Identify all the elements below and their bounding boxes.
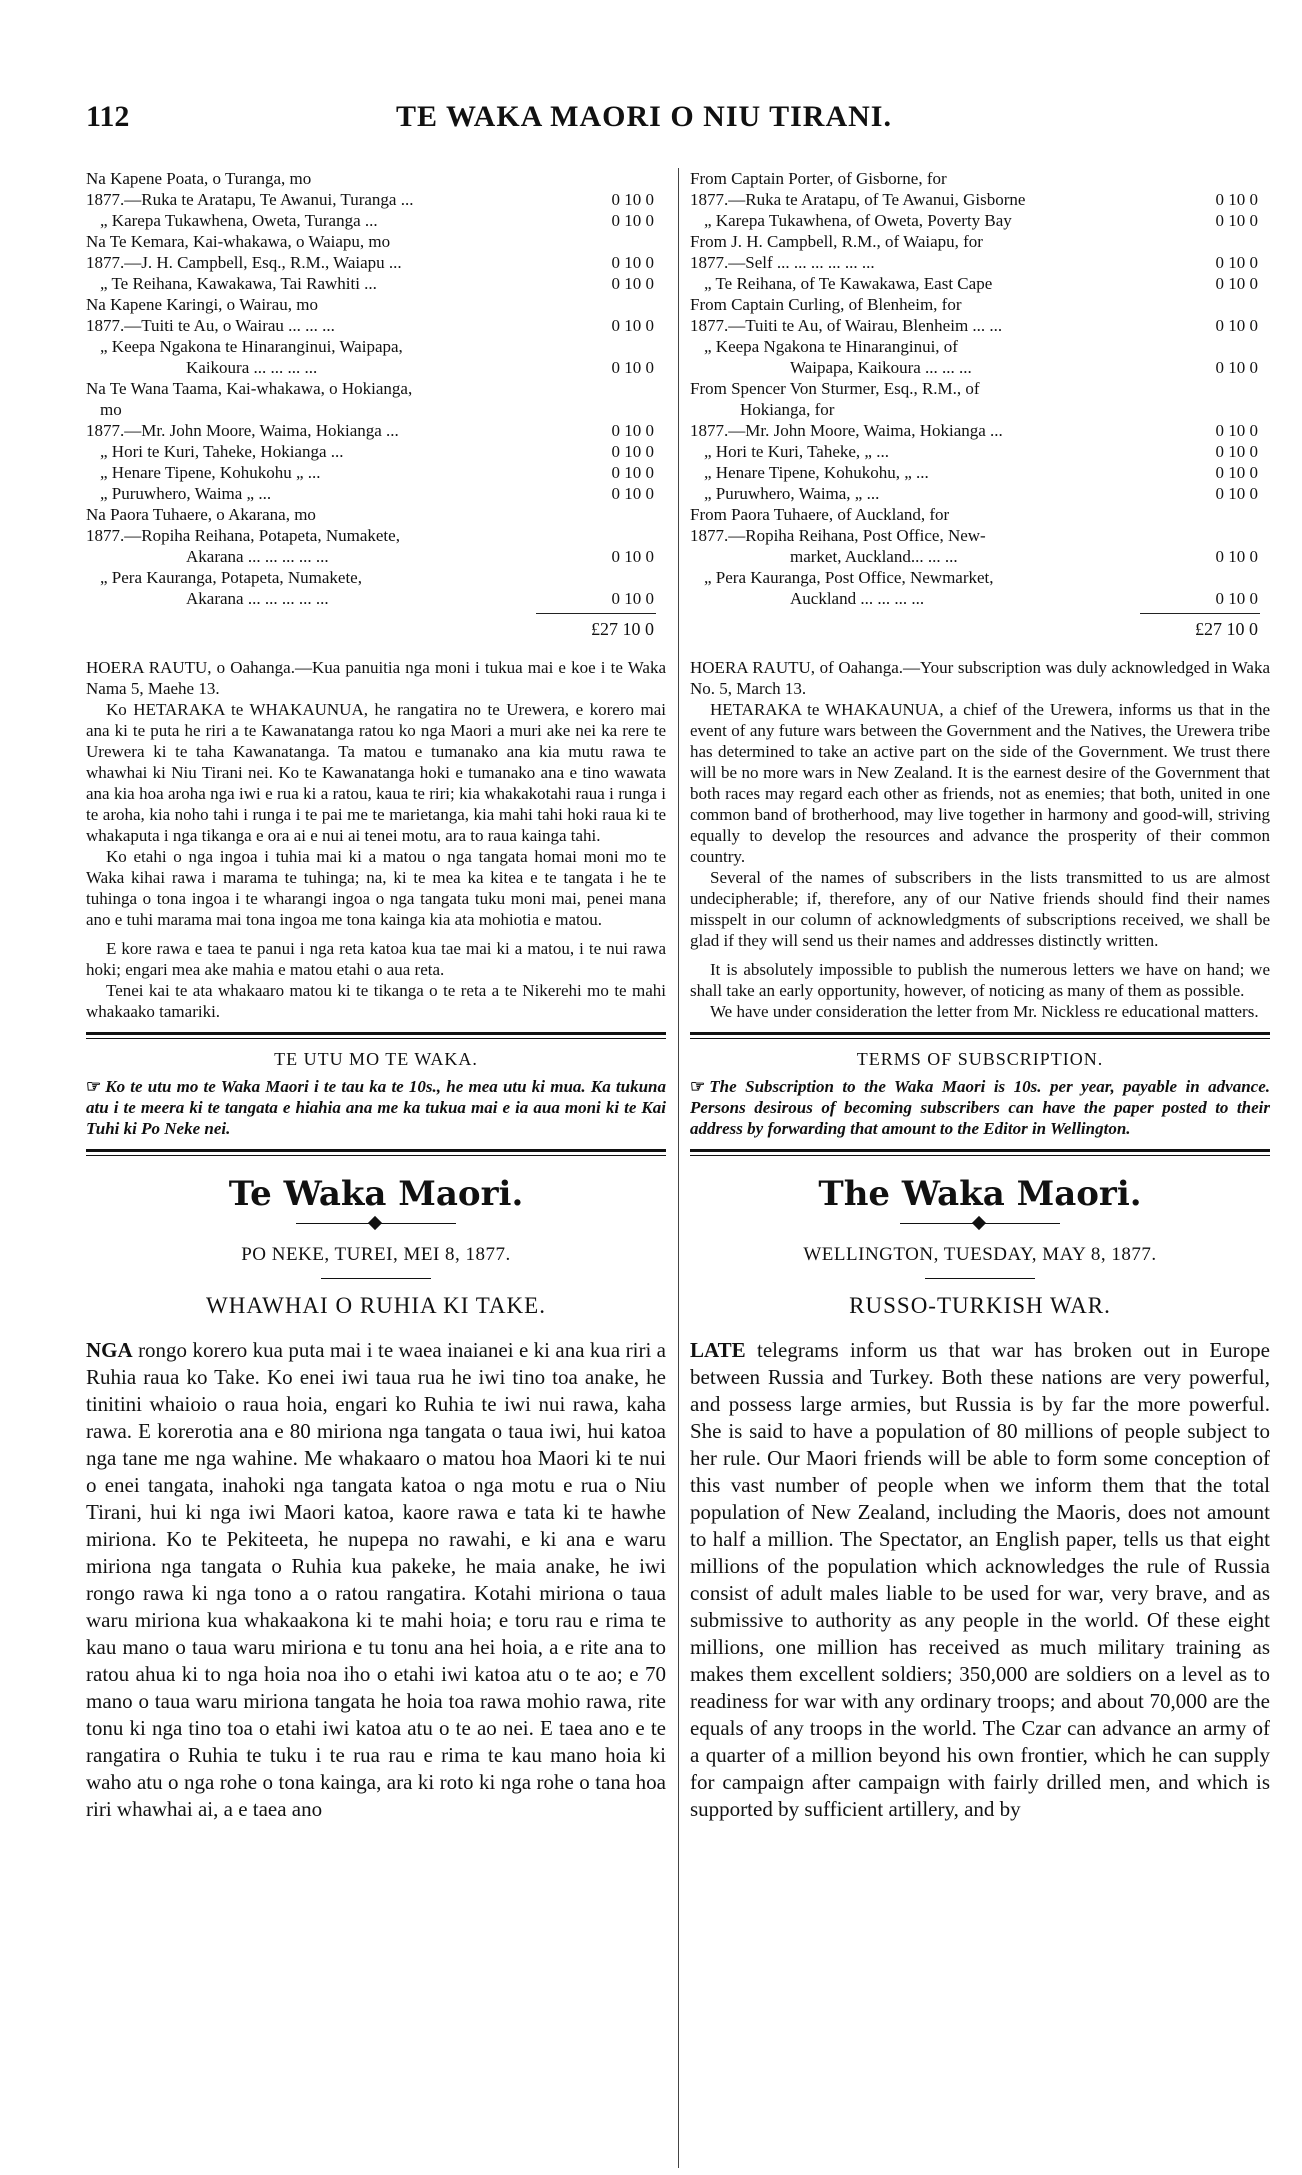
subscription-line-text: „ Henare Tipene, Kohukohu „ ... xyxy=(100,463,321,482)
ornament-rule xyxy=(86,1214,666,1234)
subscription-line xyxy=(86,357,666,378)
subscription-line xyxy=(690,588,1270,609)
subscription-amount: 0 10 0 xyxy=(1215,211,1258,230)
subscription-line-text: Na Kapene Poata, o Turanga, mo xyxy=(86,169,312,188)
subscription-amount: 0 10 0 xyxy=(611,316,654,335)
pointing-hand-icon: ☞ xyxy=(86,1077,102,1096)
subscription-line xyxy=(690,420,1270,441)
subscription-line xyxy=(690,399,1270,420)
subscription-amount: 0 10 0 xyxy=(611,589,654,608)
subscription-line-text: „ Karepa Tukawhena, Oweta, Turanga ... xyxy=(100,211,378,230)
page-number: 112 xyxy=(86,100,130,133)
subscription-line xyxy=(86,294,666,315)
subscription-amount: 0 10 0 xyxy=(611,442,654,461)
subscription-line-text: „ Keepa Ngakona te Hinaranginui, of xyxy=(704,337,958,356)
subscription-list-english xyxy=(690,168,1270,609)
notice-paragraph: We have under consideration the letter from Mr. Nickless re educational matters. xyxy=(710,1002,1259,1021)
subscription-amount: 0 10 0 xyxy=(1215,190,1258,209)
notice-paragraph: E kore rawa e taea te panui i nga reta katoa kua tae mai ki a matou, i te nui rawa hoki; engari mea ake mahia e matou etahi o aua reta. xyxy=(86,939,666,979)
subscription-line-text: 1877.—Ruka te Aratapu, of Te Awanui, Gisborne xyxy=(690,190,1026,209)
subscription-amount: 0 10 0 xyxy=(1215,358,1258,377)
subscription-line-text: From Spencer Von Sturmer, Esq., R.M., of xyxy=(690,379,980,398)
subscription-line-text: Waipapa, Kaikoura ... ... ... xyxy=(790,358,972,377)
subscription-line-text: Na Paora Tuhaere, o Akarana, mo xyxy=(86,505,316,524)
subscription-line xyxy=(86,168,666,189)
subscription-line xyxy=(86,420,666,441)
notice-paragraph: It is absolutely impossible to publish the numerous letters we have on hand; we shall take an early opportunity, however, of noticing as many of them as possible. xyxy=(690,960,1270,1000)
double-rule xyxy=(86,1032,666,1039)
subscription-line xyxy=(690,378,1270,399)
terms-title: TE UTU MO TE WAKA. xyxy=(274,1049,478,1069)
right-column xyxy=(690,168,1270,1823)
notice-paragraph: Several of the names of subscribers in the lists transmitted to us are almost undecipherable; if, therefore, any of our Native friends should find their names misspelt in our column of acknowledgments of subscriptions received, we shall be glad if they will send us their names and addresses distinctly written. xyxy=(690,868,1270,950)
subscription-line-text: Auckland ... ... ... ... xyxy=(790,589,925,608)
subscription-line-text: 1877.—Tuiti te Au, o Wairau ... ... ... xyxy=(86,316,335,335)
subscription-line-text: Na Kapene Karingi, o Wairau, mo xyxy=(86,295,318,314)
subscription-line xyxy=(86,504,666,525)
notice-paragraph: HETARAKA te WHAKAUNUA, a chief of the Urewera, informs us that in the event of any future wars between the Government and the Natives, the Urewera tribe has determined to take an active part on the side of the Government. We trust there will be no more wars in New Zealand. It is the earnest desire of the Government that both races may regard each other as friends, not as enemies; that both, united in one common band of brotherhood, may live together in harmony and good-will, striving equally to develop the resources and advance the prosperity of their common country. xyxy=(690,700,1270,866)
subscription-amount: 0 10 0 xyxy=(611,253,654,272)
subscription-line xyxy=(86,525,666,546)
dateline: WELLINGTON, TUESDAY, MAY 8, 1877. xyxy=(803,1244,1157,1265)
subscription-amount: 0 10 0 xyxy=(611,190,654,209)
subscription-line-text: From J. H. Campbell, R.M., of Waiapu, for xyxy=(690,232,983,251)
notice-paragraph: Ko etahi o nga ingoa i tuhia mai ki a matou o nga tangata homai moni mo te Waka kihai rawa i marama te tuhinga; na, ki te mea ka kitea e te tangata i he te tuhinga o tona ingoa i te wharangi ingoa o nga tangata tuku moni mai, penei mana ano e tuhi marama mai tona ingoa me tona kainga kia ata mohiotia e matou. xyxy=(86,847,666,929)
column-divider xyxy=(678,168,679,2168)
subscription-amount: 0 10 0 xyxy=(611,463,654,482)
double-rule xyxy=(690,1149,1270,1156)
subscription-line-text: 1877.—Ropiha Reihana, Post Office, New- xyxy=(690,526,986,545)
notice-paragraph: HOERA RAUTU, of Oahanga.—Your subscription was duly acknowledged in Waka No. 5, March 13. xyxy=(690,658,1270,698)
masthead: Te Waka Maori. xyxy=(228,1174,524,1214)
terms-text: ☞ Ko te utu mo te Waka Maori i te tau ka te 10s., he mea utu ki mua. Ka tukuna atu i te meera ki te tangata e hiahia ana me ka tukua mai e ia aua moni ki te Kai Tuhi ki Po Neke nei. xyxy=(86,1077,666,1138)
subscription-amount: 0 10 0 xyxy=(611,547,654,566)
subscription-amount: 0 10 0 xyxy=(1215,316,1258,335)
subscription-list-maori xyxy=(86,168,666,609)
subscription-line-text: From Captain Curling, of Blenheim, for xyxy=(690,295,962,314)
subscription-line xyxy=(86,336,666,357)
subscription-line xyxy=(690,210,1270,231)
subscription-line-text: Akarana ... ... ... ... ... xyxy=(186,547,329,566)
subscription-line xyxy=(690,189,1270,210)
subscription-line-text: Kaikoura ... ... ... ... xyxy=(186,358,318,377)
subscription-amount: 0 10 0 xyxy=(611,211,654,230)
subscription-line xyxy=(86,252,666,273)
subscription-line xyxy=(690,546,1270,567)
subscription-line xyxy=(690,441,1270,462)
subscription-line xyxy=(86,273,666,294)
article-headline: RUSSO-TURKISH WAR. xyxy=(849,1293,1111,1318)
double-rule xyxy=(86,1149,666,1156)
short-rule xyxy=(925,1278,1035,1279)
subscription-line xyxy=(86,546,666,567)
subscription-line-text: From Captain Porter, of Gisborne, for xyxy=(690,169,947,188)
subscription-amount: 0 10 0 xyxy=(611,484,654,503)
subscription-line xyxy=(86,462,666,483)
subscription-line-text: 1877.—Tuiti te Au, of Wairau, Blenheim ... ... xyxy=(690,316,1003,335)
subscription-amount: 0 10 0 xyxy=(611,421,654,440)
subscription-line xyxy=(690,357,1270,378)
subscription-line xyxy=(86,231,666,252)
subscription-line xyxy=(690,525,1270,546)
subscription-line-text: „ Puruwhero, Waima „ ... xyxy=(100,484,272,503)
subscription-line-text: Na Te Kemara, Kai-whakawa, o Waiapu, mo xyxy=(86,232,391,251)
notice-paragraph: Ko HETARAKA te WHAKAUNUA, he rangatira no te Urewera, e korero mai ana ki te puta he riri a te Kawanatanga ratou ko nga Maori a muri ake nei ka rere te Urewera ki te taha Kawanatanga. Ta matou e tumanako ana kia mutu rawa te whawhai ki Niu Tirani nei. Ko te Kawanatanga hoki e tumanako ana e tino wawata ana kia hoa aroha nga iwi e rua ki a ratou, kaua te riri; kia whakakotahi raua i runga i te aroha, kia noho tahi i runga i te pai me te marietanga, kia mahi tahi hoki raua ki te whakaputa i nga tikanga e ora ai e nui ai tenei motu, ara to raua kainga tahi. xyxy=(86,700,666,845)
notices-maori xyxy=(86,657,666,1022)
subscription-line xyxy=(86,378,666,399)
subscription-line-text: From Paora Tuhaere, of Auckland, for xyxy=(690,505,950,524)
subscription-line-text: 1877.—Mr. John Moore, Waima, Hokianga ... xyxy=(690,421,1003,440)
short-rule xyxy=(321,1278,431,1279)
subscription-line xyxy=(690,294,1270,315)
subscription-amount: 0 10 0 xyxy=(611,274,654,293)
subscription-line xyxy=(690,336,1270,357)
subscription-amount: 0 10 0 xyxy=(1215,484,1258,503)
subscription-line xyxy=(690,168,1270,189)
subscription-line-text: Na Te Wana Taama, Kai-whakawa, o Hokianga, xyxy=(86,379,413,398)
masthead: The Waka Maori. xyxy=(818,1174,1142,1214)
subscription-line xyxy=(690,567,1270,588)
notice-paragraph: HOERA RAUTU, o Oahanga.—Kua panuitia nga moni i tukua mai e koe i te Waka Nama 5, Maehe 13. xyxy=(86,658,666,698)
subscription-line-text: 1877.—Mr. John Moore, Waima, Hokianga ... xyxy=(86,421,399,440)
subscription-amount: 0 10 0 xyxy=(611,358,654,377)
subscription-line-text: „ Keepa Ngakona te Hinaranginui, Waipapa, xyxy=(100,337,403,356)
subscription-line xyxy=(86,483,666,504)
subscription-line-text: 1877.—Self ... ... ... ... ... ... xyxy=(690,253,875,272)
subscription-line xyxy=(690,315,1270,336)
subscription-line-text: „ Pera Kauranga, Post Office, Newmarket, xyxy=(704,568,994,587)
subscription-total: £27 10 0 xyxy=(690,613,1270,643)
subscription-line-text: „ Hori te Kuri, Taheke, „ ... xyxy=(704,442,889,461)
subscription-line-text: market, Auckland... ... ... xyxy=(790,547,958,566)
subscription-line xyxy=(690,504,1270,525)
subscription-line xyxy=(690,273,1270,294)
subscription-line xyxy=(86,210,666,231)
subscription-line-text: „ Karepa Tukawhena, of Oweta, Poverty Bay xyxy=(704,211,1012,230)
dateline: PO NEKE, TUREI, MEI 8, 1877. xyxy=(241,1244,511,1265)
subscription-amount: 0 10 0 xyxy=(1215,589,1258,608)
ornament-rule xyxy=(690,1214,1270,1234)
pointing-hand-icon: ☞ xyxy=(690,1077,706,1096)
subscription-line-text: „ Henare Tipene, Kohukohu, „ ... xyxy=(704,463,929,482)
subscription-line xyxy=(86,399,666,420)
subscription-amount: 0 10 0 xyxy=(1215,463,1258,482)
article-body: LATE telegrams inform us that war has broken out in Europe between Russia and Turkey. Both these nations are very powerful, and possess large armies, but Russia is by far the more powerful. She is said to have a population of 80 millions of people subject to her rule. Our Maori friends will be able to form some conception of this vast number of people when we inform them that the total population of New Zealand, including the Maoris, does not amount to half a million. The Spectator, an English paper, tells us that eight millions of the population which acknowledges the rule of Russia consist of adult males liable to be used for war, very brave, and as submissive to authority as any people in the world. Of these eight millions, one million has received as much military training as makes them excellent soldiers; 350,000 are soldiers on a level as to readiness for war with any ordinary troops; and about 70,000 are the equals of any troops in the world. The Czar can advance an army of a quarter of a million beyond his own frontier, which he can supply for campaign after campaign with fairly drilled men, and which is supported by sufficient artillery, and by xyxy=(690,1338,1270,1821)
subscription-line xyxy=(690,252,1270,273)
notices-english xyxy=(690,657,1270,1022)
subscription-line-text: 1877.—J. H. Campbell, Esq., R.M., Waiapu ... xyxy=(86,253,402,272)
subscription-line-text: 1877.—Ropiha Reihana, Potapeta, Numakete, xyxy=(86,526,400,545)
notice-paragraph: Tenei kai te ata whakaaro matou ki te tikanga o te reta a te Nikerehi mo te mahi whakaako tamariki. xyxy=(86,981,666,1021)
subscription-line xyxy=(690,483,1270,504)
subscription-line-text: „ Hori te Kuri, Taheke, Hokianga ... xyxy=(100,442,344,461)
subscription-amount: 0 10 0 xyxy=(1215,547,1258,566)
subscription-amount: 0 10 0 xyxy=(1215,253,1258,272)
subscription-line xyxy=(86,588,666,609)
article-headline: WHAWHAI O RUHIA KI TAKE. xyxy=(206,1293,546,1318)
subscription-line-text: „ Puruwhero, Waima, „ ... xyxy=(704,484,880,503)
subscription-line xyxy=(690,462,1270,483)
subscription-amount: 0 10 0 xyxy=(1215,442,1258,461)
subscription-line-text: „ Te Reihana, Kawakawa, Tai Rawhiti ... xyxy=(100,274,377,293)
article-body: NGA rongo korero kua puta mai i te waea inaianei e ki ana kua riri a Ruhia raua ko Take. Ko enei iwi taua rua he iwi tino toa anake, he tinitini whaioio o raua hoia, engari ko Ruhia te iwi nui rawa, kaha rawa. E korerotia ana e 80 miriona nga tangata o taua iwi, hui katoa nga tane me nga wahine. Me whakaaro o matou hoa Maori ki te nui o enei tangata, inahoki nga tangata katoa o nga motu e rua o Niu Tirani, hui ki nga iwi Maori katoa, kaore rawa e tata ki te hawhe miriona. Ko te Pekiteeta, he nupepa no rawahi, e ki ana e waru miriona nga tangata o Ruhia kua pakeke, he maia anake, he iwi rongo rawa ki nga tono a o ratou rangatira. Kotahi miriona o taua waru miriona kua whakaakona ki te mahi hoia; e toru rau e rima te kau mano o taua waru miriona e tu tonu ana hei hoia, a e rite ana to ratou ahua ki to nga hoia noa iho o etahi iwi katoa atu o te ao; e 70 mano o taua waru miriona tangata he hoia toa rawa mohio rawa, rite tonu ki nga tino toa o etahi iwi katoa atu o te ao nei. E taea ano e te rangatira o Ruhia te tuku i te rua rau e rima te kau mano hoia ki waho atu o nga rohe o tona kainga, ara ki roto ki nga rohe o tana hoa riri whawhai ai, a e taea ano xyxy=(86,1338,666,1821)
subscription-line-text: Hokianga, for xyxy=(740,400,835,419)
subscription-line xyxy=(86,189,666,210)
page-title: TE WAKA MAORI O NIU TIRANI. xyxy=(396,100,892,133)
subscription-line-text: mo xyxy=(100,400,122,419)
subscription-amount: 0 10 0 xyxy=(1215,421,1258,440)
double-rule xyxy=(690,1032,1270,1039)
subscription-amount: 0 10 0 xyxy=(1215,274,1258,293)
subscription-line xyxy=(86,567,666,588)
subscription-line xyxy=(86,315,666,336)
subscription-line-text: 1877.—Ruka te Aratapu, Te Awanui, Turanga ... xyxy=(86,190,414,209)
subscription-total: £27 10 0 xyxy=(86,613,666,643)
page-header xyxy=(86,96,1266,144)
subscription-line-text: Akarana ... ... ... ... ... xyxy=(186,589,329,608)
newspaper-page xyxy=(86,96,1270,1821)
subscription-line-text: „ Pera Kauranga, Potapeta, Numakete, xyxy=(100,568,362,587)
left-column xyxy=(86,168,666,1823)
subscription-line xyxy=(690,231,1270,252)
terms-text: ☞ The Subscription to the Waka Maori is 10s. per year, payable in advance. Persons desirous of becoming subscribers can have the paper posted to their address by forwarding that amount to the Editor in Wellington. xyxy=(690,1077,1270,1138)
subscription-line-text: „ Te Reihana, of Te Kawakawa, East Cape xyxy=(704,274,993,293)
subscription-line xyxy=(86,441,666,462)
terms-title: TERMS OF SUBSCRIPTION. xyxy=(856,1049,1104,1069)
